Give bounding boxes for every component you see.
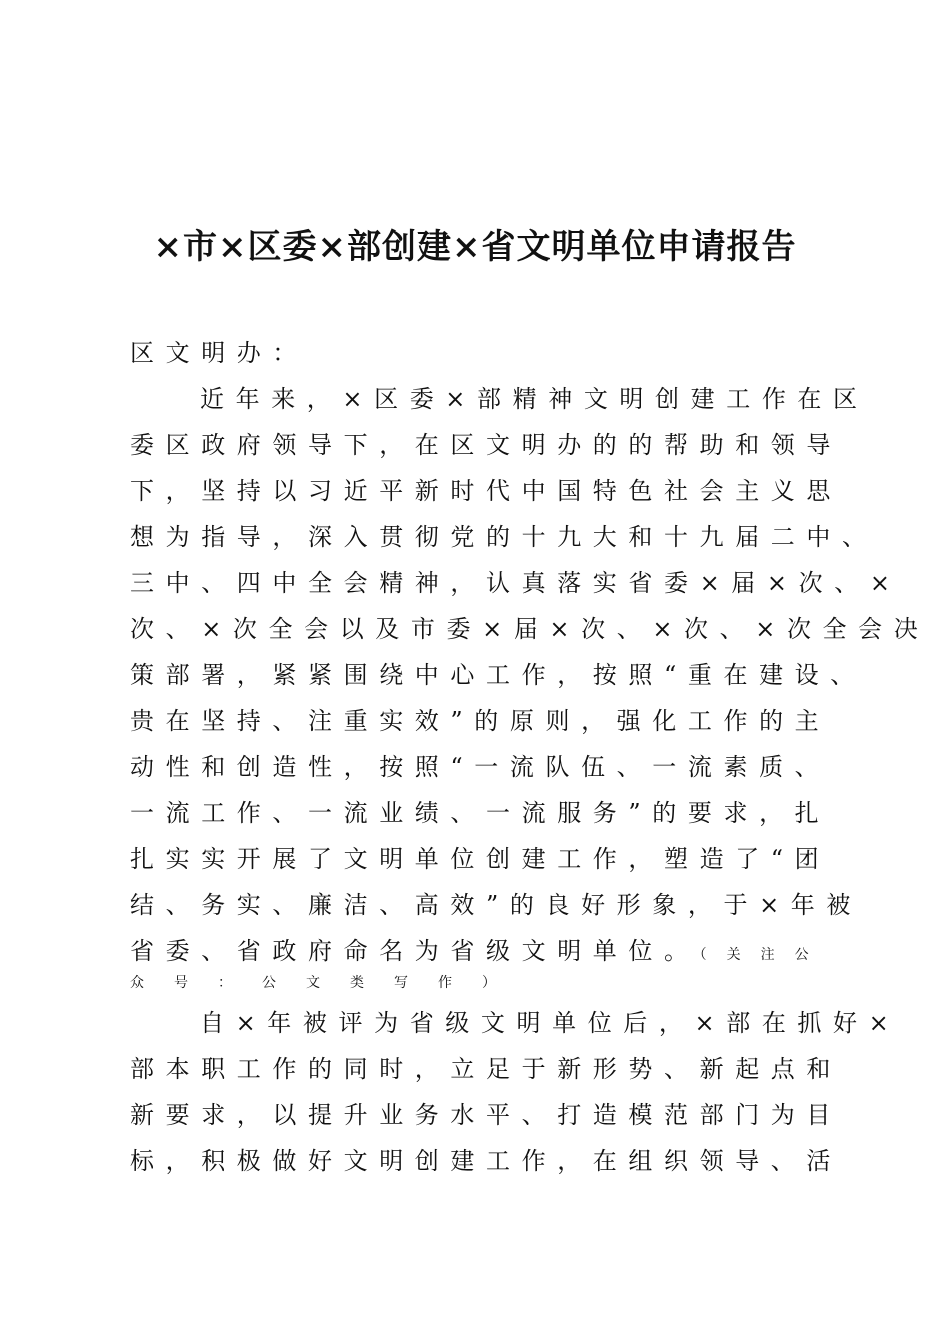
paragraph-line: 次、×次全会以及市委×届×次、×次、×次全会决: [130, 615, 930, 643]
document-title: ×市×区委×部创建×省文明单位申请报告: [153, 227, 797, 267]
paragraph-line: 结、务实、廉洁、高效”的良好形象，于×年被: [130, 891, 862, 919]
paragraph-line: 一流工作、一流业绩、一流服务”的要求，扎: [130, 799, 831, 827]
salutation: 区文明办：: [130, 339, 308, 367]
paragraph-line: 三中、四中全会精神，认真落实省委×届×次、×: [130, 569, 902, 597]
paragraph-last-line-text: 省委、省政府命名为省级文明单位。: [130, 937, 700, 965]
paragraph-line: 新要求，以提升业务水平、打造模范部门为目: [130, 1101, 842, 1129]
paragraph-line: 自×年被评为省级文明单位后，×部在抓好×: [200, 1009, 901, 1037]
source-note-part1: （关注公: [699, 947, 829, 963]
paragraph-line: 标，积极做好文明创建工作，在组织领导、活: [130, 1147, 842, 1175]
paragraph-line: 近年来，×区委×部精神文明创建工作在区: [200, 385, 869, 413]
paragraph-line: 动性和创造性，按照“一流队伍、一流素质、: [130, 753, 831, 781]
paragraph-line: 部本职工作的同时，立足于新形势、新起点和: [130, 1055, 842, 1083]
paragraph-line: 想为指导，深入贯彻党的十九大和十九届二中、: [130, 523, 878, 551]
paragraph-line: 策部署，紧紧围绕中心工作，按照“重在建设、: [130, 661, 866, 689]
source-note-part2: 众号：公文类写作）: [130, 975, 526, 991]
paragraph-line: 委区政府领导下，在区文明办的的帮助和领导: [130, 431, 842, 459]
paragraph-line: 扎实实开展了文明单位创建工作，塑造了“团: [130, 845, 831, 873]
paragraph-line: 下，坚持以习近平新时代中国特色社会主义思: [130, 477, 842, 505]
paragraph-line: [130, 928, 835, 974]
paragraph-line: 贵在坚持、注重实效”的原则，强化工作的主: [130, 707, 831, 735]
document-body: [130, 330, 930, 1184]
